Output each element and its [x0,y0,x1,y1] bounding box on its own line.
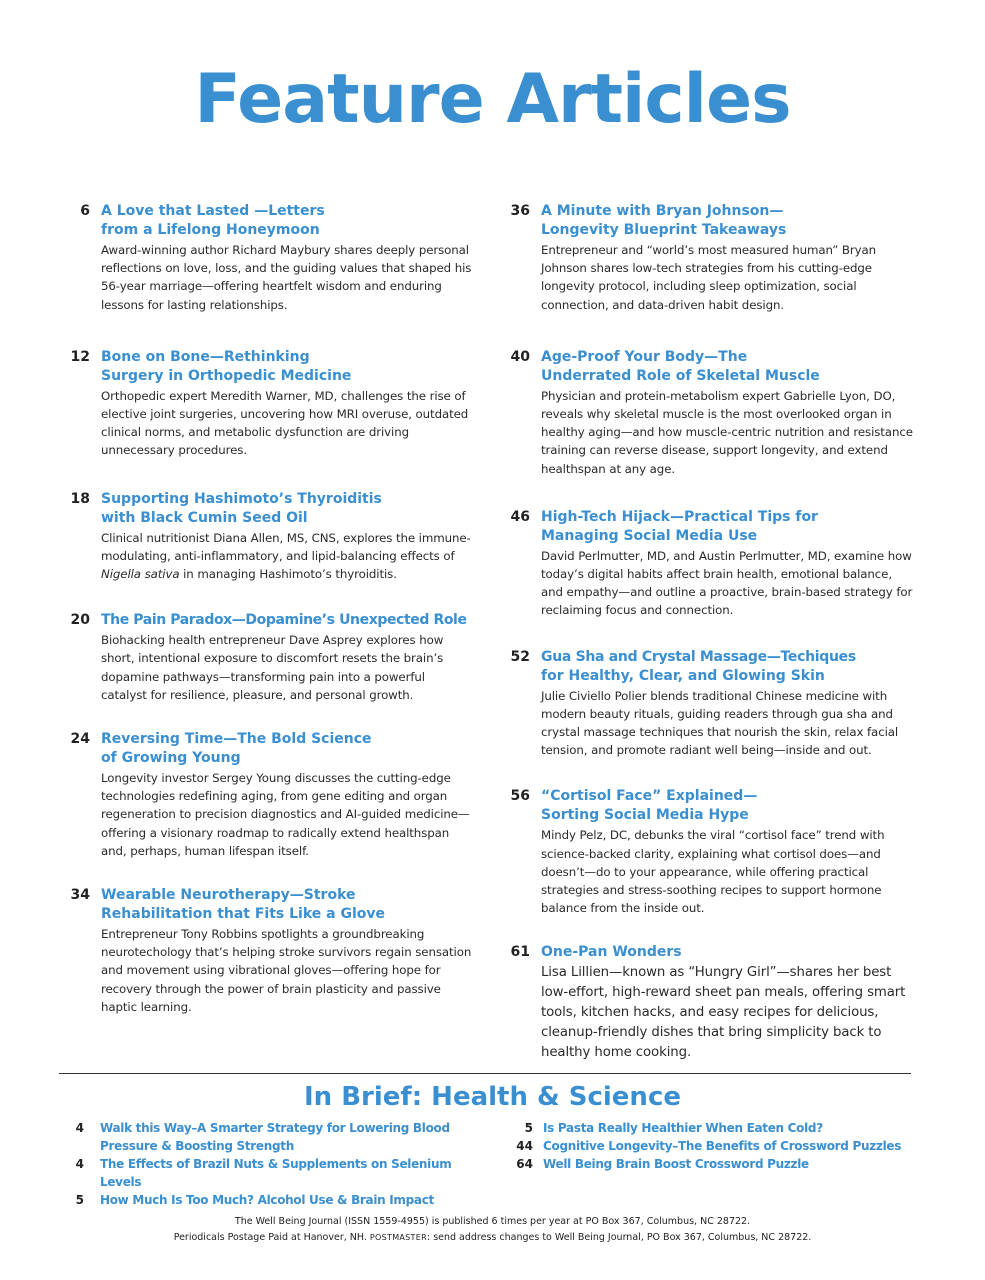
in-brief-item[interactable] [60,1155,490,1191]
article-description [101,529,472,584]
article-title[interactable]: A Love that Lasted —Letters [101,203,325,219]
article-page-number: 18 [70,490,90,507]
in-brief-page-number: 64 [516,1157,533,1171]
in-brief-page-number: 44 [516,1139,533,1153]
in-brief-item[interactable] [505,1155,925,1173]
article-item[interactable] [60,348,472,460]
article-title-continued[interactable]: Sorting Social Media Hype [541,807,749,824]
in-brief-title[interactable]: Is Pasta Really Healthier When Eaten Cold? [543,1121,823,1135]
article-item[interactable] [500,202,915,314]
article-title[interactable]: Age-Proof Your Body—The [541,348,748,365]
description-italic: Nigella sativa [101,567,180,582]
article-item[interactable] [60,611,472,704]
article-item[interactable] [500,787,915,917]
article-page-number: 24 [70,731,90,748]
in-brief-left-list [60,1119,490,1209]
article-description: Lisa Lillien—known as “Hungry Girl”—shares her best low-effort, high-reward sheet pan meals, offering smart tools, kitchen hacks, and easy recipes for delicious, cleanup-friendly dishes that bring simplicity back to healthy home cooking. [541,965,906,1060]
footer-text: : send address changes to Well Being Journal, PO Box 367, Columbus, NC 28722. [426,1232,812,1243]
article-description: Longevity investor Sergey Young discusses the cutting-edge technologies redefining aging, from gene editing and organ regeneration to precision diagnostics and AI-guided medicine—offering a visionary roadmap to radically extend healthspan and, perhaps, human lifespan itself. [101,771,470,858]
footer-line-1: The Well Being Journal (ISSN 1559-4955) is published 6 times per year at PO Box 367, Columbus, NC 28722. [234,1216,751,1227]
article-title-continued[interactable]: with Black Cumin Seed Oil [101,509,308,526]
in-brief-title[interactable]: Cognitive Longevity–The Benefits of Crossword Puzzles [543,1139,902,1153]
article-item[interactable] [60,886,472,1016]
article-page-number: 20 [70,612,90,629]
article-description: Mindy Pelz, DC, debunks the viral “cortisol face” trend with science-backed clarity, explaining what cortisol does—and doesn’t—do to your appearance, while offering practical strategies and stress-soothing recipes to support hormone balance from the inside out. [541,828,885,916]
article-item[interactable] [500,348,915,478]
postmaster-label: POSTMASTER [369,1233,427,1242]
article-item[interactable] [500,508,915,620]
article-title[interactable]: Gua Sha and Crystal Massage—Techiques [541,648,856,665]
article-title[interactable]: A Minute with Bryan Johnson— [541,203,784,219]
article-description: Orthopedic expert Meredith Warner, MD, challenges the rise of elective joint surgeries, uncovering how MRI overuse, outdated clinical norms, and metabolic dysfunction are driving unnecessary procedures. [101,388,469,458]
article-page-number: 36 [510,203,530,219]
article-item[interactable] [60,730,472,860]
in-brief-page-number: 4 [75,1121,84,1135]
article-item[interactable] [60,202,472,314]
in-brief-title[interactable]: How Much Is Too Much? Alcohol Use & Brain Impact [100,1193,434,1207]
in-brief-item[interactable] [505,1137,925,1155]
in-brief-page-number: 5 [75,1193,84,1207]
article-title[interactable]: One-Pan Wonders [541,944,682,961]
in-brief-page-number: 4 [75,1157,84,1171]
in-brief-page-number: 5 [524,1121,533,1135]
article-title-continued[interactable]: from a Lifelong Honeymoon [101,222,320,238]
publication-footer [0,1214,985,1246]
article-item[interactable] [60,490,472,584]
in-brief-title[interactable]: Well Being Brain Boost Crossword Puzzle [543,1157,809,1171]
in-brief-title[interactable]: The Effects of Brazil Nuts & Supplements on Selenium Levels [100,1157,452,1189]
article-page-number: 6 [80,203,90,219]
article-title-continued[interactable]: for Healthy, Clear, and Glowing Skin [541,667,825,684]
articles-right-column [500,202,915,1062]
article-page-number: 40 [510,348,530,365]
article-title-continued[interactable]: Surgery in Orthopedic Medicine [101,367,352,384]
in-brief-item[interactable] [60,1191,490,1209]
in-brief-item[interactable] [505,1119,925,1137]
description-text: in managing Hashimoto’s thyroiditis. [179,567,397,582]
article-description: Physician and protein-metabolism expert Gabrielle Lyon, DO, reveals why skeletal muscle is the most overlooked organ in healthy aging—and how muscle-centric nutrition and resistance training can reverse disease, support longevity, and extend healthspan at any age. [541,388,913,476]
description-text: Clinical nutritionist Diana Allen, MS, CNS, explores the immune-modulating, anti-inflammatory, and lipid-balancing effects of [101,530,471,563]
footer-text: Periodicals Postage Paid at Hanover, NH. [173,1232,367,1243]
article-title[interactable]: Supporting Hashimoto’s Thyroiditis [101,490,382,507]
article-title[interactable]: Bone on Bone—Rethinking [101,348,310,365]
article-title[interactable]: The Pain Paradox—Dopamine’s Unexpected Role [101,612,467,629]
articles-left-column [60,202,472,1016]
in-brief-heading: In Brief: Health & Science [304,1082,681,1112]
article-title-continued[interactable]: of Growing Young [101,750,241,767]
article-page-number: 61 [510,944,530,961]
article-title-continued[interactable]: Longevity Blueprint Takeaways [541,222,787,238]
section-divider [59,1073,911,1074]
article-title[interactable]: “Cortisol Face” Explained— [541,788,758,805]
article-description: Julie Civiello Polier blends traditional Chinese medicine with modern beauty rituals, guiding readers through gua sha and crystal massage techniques that nourish the skin, relax facial tension, and promote radiant well being—inside and out. [541,688,899,758]
article-description: David Perlmutter, MD, and Austin Perlmutter, MD, examine how today’s digital habits affect brain health, emotional balance, and empathy—and outline a proactive, brain-based strategy for reclaiming focus and connection. [541,548,913,618]
in-brief-title-continued[interactable]: Pressure & Boosting Strength [100,1139,294,1153]
footer-line-2 [0,1230,985,1246]
article-page-number: 34 [70,887,90,904]
article-description: Award-winning author Richard Maybury shares deeply personal reflections on love, loss, and the guiding values that shaped his 56-year marriage—offering heartfelt wisdom and enduring lessons for lasting relationships. [101,243,472,312]
in-brief-title[interactable]: Walk this Way–A Smarter Strategy for Lowering Blood [100,1121,450,1135]
article-page-number: 46 [510,508,530,525]
article-page-number: 52 [510,648,530,665]
in-brief-right-list [505,1119,925,1173]
article-description: Entrepreneur and “world’s most measured human” Bryan Johnson shares low-tech strategies from his cutting-edge longevity protocol, including sleep optimization, social connection, and data-driven habit design. [541,243,877,312]
article-item[interactable] [500,648,915,760]
article-title-continued[interactable]: Underrated Role of Skeletal Muscle [541,367,820,384]
article-page-number: 56 [510,788,530,805]
article-title[interactable]: High-Tech Hijack—Practical Tips for [541,508,818,525]
article-title[interactable]: Wearable Neurotherapy—Stroke [101,887,356,904]
article-item[interactable] [500,943,915,1062]
article-description: Biohacking health entrepreneur Dave Asprey explores how short, intentional exposure to discomfort resets the brain’s dopamine pathways—transforming pain into a powerful catalyst for resilience, pleasure, and personal growth. [101,633,444,702]
article-title[interactable]: Reversing Time—The Bold Science [101,731,372,748]
article-title-continued[interactable]: Rehabilitation that Fits Like a Glove [101,906,386,923]
article-title-continued[interactable]: Managing Social Media Use [541,527,758,544]
article-description: Entrepreneur Tony Robbins spotlights a groundbreaking neurotechology that’s helping stroke survivors regain sensation and movement using vibrational gloves—offering hope for recovery through the power of brain plasticity and passive haptic learning. [101,927,472,1014]
page-title: Feature Articles [194,60,791,139]
in-brief-item[interactable] [60,1119,490,1155]
article-page-number: 12 [70,348,90,365]
